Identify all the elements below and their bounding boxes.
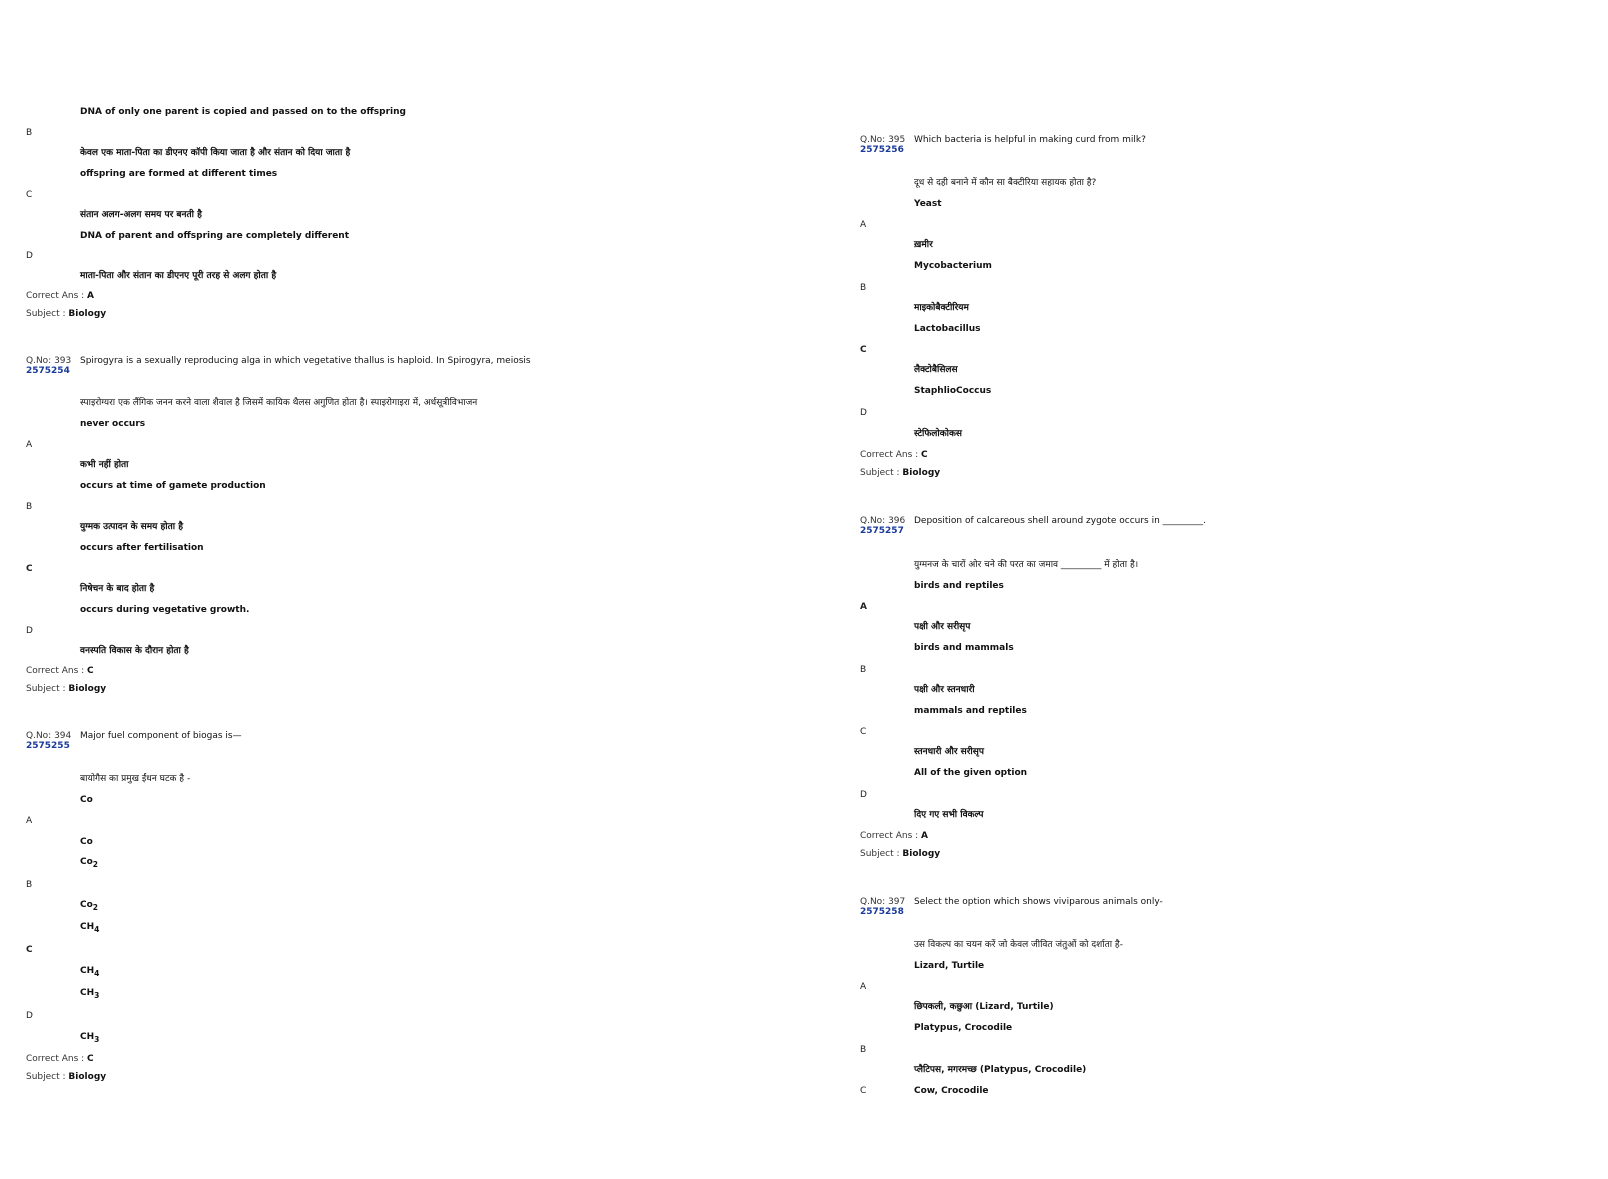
question-text: Deposition of calcareous shell around zygote occurs in _________.	[914, 516, 1207, 526]
subject-line	[860, 849, 940, 860]
option-text-hindi: लैक्टोबैसिलस	[914, 365, 958, 375]
option-text: Lizard, Turtile	[914, 961, 985, 971]
question-text-hindi: दूध से दही बनाने में कौन सा बैक्टीरिया सहायक होता है?	[914, 178, 1097, 188]
option-letter: A	[26, 816, 33, 826]
subject-line	[26, 309, 106, 320]
subject-line	[26, 1072, 106, 1083]
subject-label: Subject :	[860, 468, 900, 478]
option-text: Lactobacillus	[914, 324, 981, 334]
option-text: birds and mammals	[914, 643, 1014, 653]
question-text-hindi: स्पाइरोग्यरा एक लैंगिक जनन करने वाला शैवाल है जिसमें कायिक थैलस अगुणित होता है। स्पाइरोगाइरा में, अर्धसूत्रीविभाजन	[80, 398, 478, 408]
option-letter-correct: A	[860, 602, 867, 612]
option-text-hindi: माइकोबैक्टीरियम	[914, 303, 969, 313]
subject-label: Subject :	[26, 684, 66, 694]
option-letter: D	[26, 1011, 33, 1021]
question-text-hindi: युग्मनज के चारों ओर चने की परत का जमाव _________ में होता है।	[914, 560, 1139, 570]
correct-answer-value: C	[921, 450, 928, 460]
subject-value: Biology	[68, 1072, 107, 1082]
option-text: DNA of parent and offspring are completely different	[80, 231, 350, 241]
formula-base: Co	[80, 857, 93, 867]
question-id: 2575258	[860, 907, 904, 917]
option-text: DNA of only one parent is copied and passed on to the offspring	[80, 107, 406, 117]
option-text	[80, 922, 99, 935]
option-text-hindi	[80, 900, 98, 913]
option-letter: B	[860, 283, 867, 293]
subject-label: Subject :	[26, 1072, 66, 1082]
correct-answer-value: C	[87, 1054, 94, 1064]
correct-answer-label: Correct Ans :	[26, 1054, 85, 1064]
correct-answer	[26, 291, 94, 302]
subject-line	[26, 684, 106, 695]
option-letter-correct: C	[26, 945, 33, 955]
option-text-hindi: निषेचन के बाद होता है	[80, 584, 155, 594]
option-letter: D	[26, 626, 33, 636]
option-text: offspring are formed at different times	[80, 169, 278, 179]
question-text-hindi: उस विकल्प का चयन करें जो केवल जीवित जंतुओं को दर्शाता है-	[914, 940, 1123, 950]
question-id: 2575257	[860, 526, 904, 536]
correct-answer-value: C	[87, 666, 94, 676]
correct-answer	[26, 1054, 94, 1065]
option-letter: B	[26, 880, 33, 890]
correct-answer	[26, 666, 94, 677]
option-text: Cow, Crocodile	[914, 1086, 989, 1096]
question-id: 2575256	[860, 145, 904, 155]
formula-subscript: 4	[94, 924, 100, 934]
option-text: mammals and reptiles	[914, 706, 1027, 716]
option-text-hindi: स्टेफिलोकोकस	[914, 429, 962, 439]
option-text-hindi: Co	[80, 837, 93, 847]
correct-answer-value: A	[87, 291, 94, 301]
option-text-hindi	[80, 966, 99, 979]
option-text: All of the given option	[914, 768, 1028, 778]
option-text-hindi: वनस्पति विकास के दौरान होता है	[80, 646, 189, 656]
option-text-hindi: छिपकली, कछुआ (Lizard, Turtile)	[914, 1002, 1054, 1012]
option-letter: A	[860, 220, 867, 230]
option-text-hindi: संतान अलग-अलग समय पर बनती है	[80, 210, 202, 220]
option-text	[80, 857, 98, 870]
formula-subscript: 2	[92, 859, 99, 869]
option-letter: A	[26, 440, 33, 450]
formula-base: CH	[80, 988, 95, 998]
formula-subscript: 3	[94, 990, 100, 1000]
option-letter: C	[860, 1086, 867, 1096]
correct-answer-label: Correct Ans :	[860, 831, 919, 841]
formula-base: CH	[80, 922, 95, 932]
subject-line	[860, 468, 940, 479]
option-letter-correct: C	[860, 345, 867, 355]
question-number: Q.No: 395	[860, 135, 906, 145]
formula-subscript: 4	[94, 968, 100, 978]
option-text: Mycobacterium	[914, 261, 992, 271]
option-text-hindi: प्लैटिपस, मगरमच्छ (Platypus, Crocodile)	[914, 1065, 1087, 1075]
option-text-hindi: स्तनधारी और सरीसृप	[914, 747, 984, 757]
question-id: 2575254	[26, 366, 70, 376]
option-letter: B	[860, 665, 867, 675]
question-number: Q.No: 394	[26, 731, 72, 741]
option-text: occurs during vegetative growth.	[80, 605, 250, 615]
correct-answer-label: Correct Ans :	[860, 450, 919, 460]
subject-value: Biology	[902, 849, 941, 859]
subject-value: Biology	[68, 684, 107, 694]
option-text-hindi: दिए गए सभी विकल्प	[914, 810, 984, 820]
question-text-hindi: बायोगैस का प्रमुख ईंधन घटक है -	[80, 774, 191, 784]
question-text: Which bacteria is helpful in making curd from milk?	[914, 135, 1146, 145]
option-letter: B	[26, 502, 33, 512]
option-text: Platypus, Crocodile	[914, 1023, 1013, 1033]
option-letter: B	[860, 1045, 867, 1055]
correct-answer-label: Correct Ans :	[26, 666, 85, 676]
option-text-hindi: कभी नहीं होता	[80, 460, 129, 470]
option-letter: A	[860, 982, 867, 992]
option-text-hindi: ख़मीर	[914, 240, 933, 250]
question-number: Q.No: 397	[860, 897, 906, 907]
option-text: occurs after fertilisation	[80, 543, 204, 553]
formula-base: CH	[80, 1032, 95, 1042]
option-text-hindi: केवल एक माता-पिता का डीएनए कॉपी किया जाता है और संतान को दिया जाता है	[80, 148, 351, 158]
option-text-hindi	[80, 1032, 99, 1045]
option-letter: D	[26, 251, 33, 261]
correct-answer-value: A	[921, 831, 928, 841]
question-text: Major fuel component of biogas is—	[80, 731, 242, 741]
subject-value: Biology	[68, 309, 107, 319]
formula-subscript: 2	[92, 902, 99, 912]
formula-base: Co	[80, 900, 93, 910]
option-text: StaphlioCoccus	[914, 386, 992, 396]
question-number: Q.No: 396	[860, 516, 906, 526]
option-letter: C	[26, 190, 33, 200]
subject-label: Subject :	[860, 849, 900, 859]
option-letter: C	[860, 727, 867, 737]
option-text: Yeast	[914, 199, 942, 209]
question-number: Q.No: 393	[26, 356, 72, 366]
option-letter-correct: C	[26, 564, 33, 574]
subject-label: Subject :	[26, 309, 66, 319]
option-letter: D	[860, 790, 867, 800]
question-text: Select the option which shows viviparous animals only-	[914, 897, 1163, 907]
correct-answer	[860, 831, 928, 842]
option-letter: B	[26, 128, 33, 138]
option-letter: D	[860, 408, 867, 418]
formula-base: CH	[80, 966, 95, 976]
formula-subscript: 3	[94, 1034, 100, 1044]
correct-answer	[860, 450, 928, 461]
option-text: occurs at time of gamete production	[80, 481, 266, 491]
option-text-hindi: पक्षी और स्तनधारी	[914, 685, 975, 695]
option-text-hindi: युग्मक उत्पादन के समय होता है	[80, 522, 183, 532]
option-text: birds and reptiles	[914, 581, 1004, 591]
subject-value: Biology	[902, 468, 941, 478]
option-text: never occurs	[80, 419, 146, 429]
option-text	[80, 988, 99, 1001]
option-text: Co	[80, 795, 93, 805]
question-id: 2575255	[26, 741, 70, 751]
option-text-hindi: माता-पिता और संतान का डीएनए पूरी तरह से अलग होता है	[80, 271, 277, 281]
correct-answer-label: Correct Ans :	[26, 291, 85, 301]
option-text-hindi: पक्षी और सरीसृप	[914, 622, 971, 632]
question-text: Spirogyra is a sexually reproducing alga in which vegetative thallus is haploid. In Spirogyra, meiosis	[80, 356, 531, 366]
